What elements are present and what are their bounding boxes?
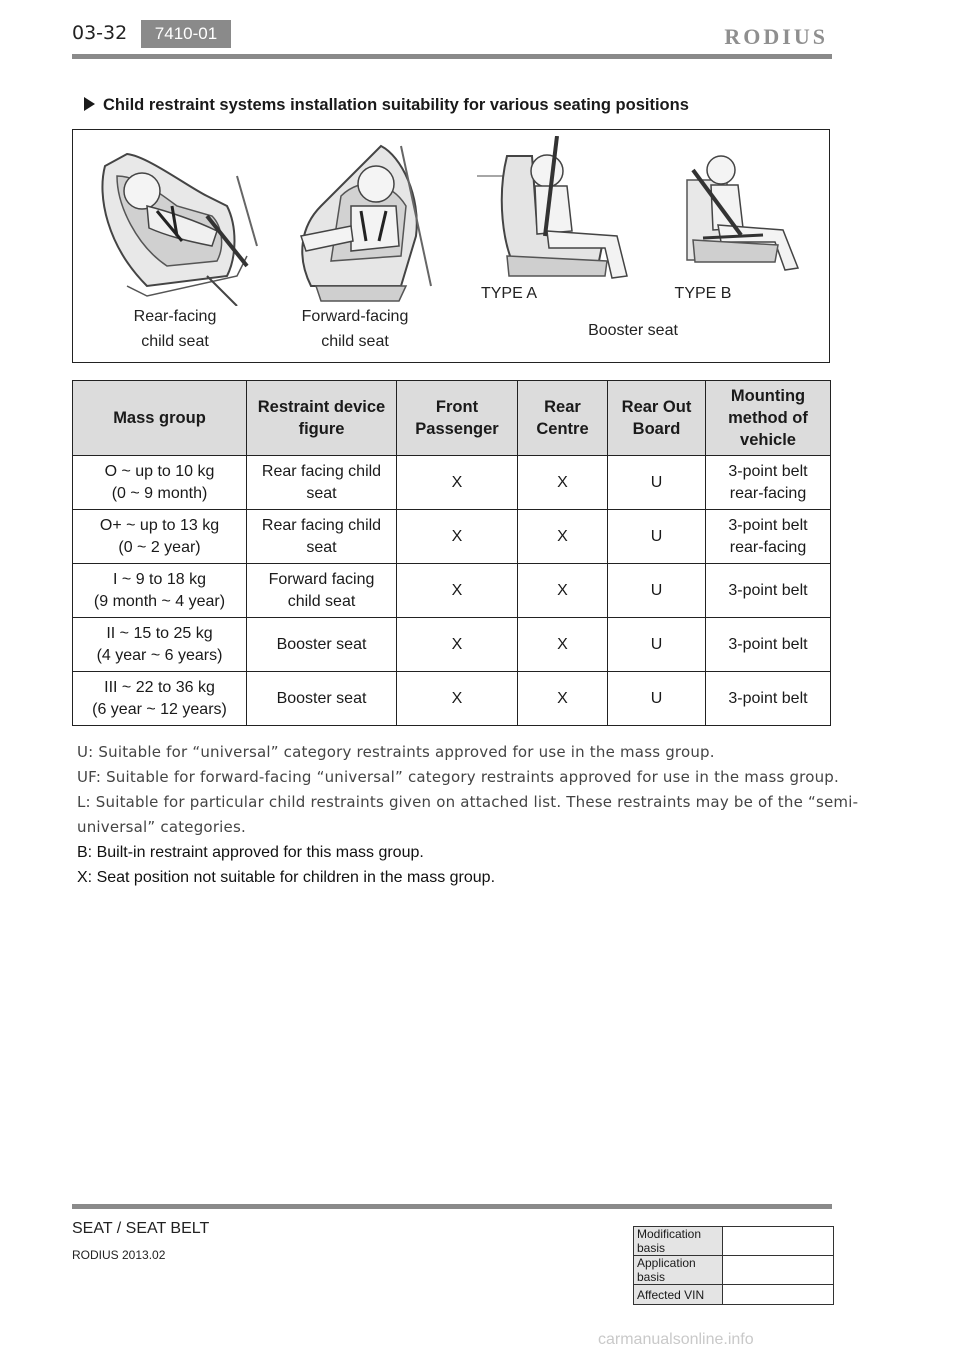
header-line: Mounting (730, 387, 806, 405)
cell-mounting (706, 456, 831, 510)
section-title (84, 96, 689, 115)
revision-value (723, 1227, 834, 1256)
note-uf: UF: Suitable for forward-facing “universal” category restraints approved for use in the mass group. (77, 768, 839, 786)
cell-line: Forward facing (268, 570, 375, 588)
cell-line: Booster seat (276, 689, 367, 707)
header-line: Front (435, 398, 479, 416)
cell-line: O ~ up to 10 kg (104, 462, 215, 480)
cell-device (247, 618, 397, 672)
header-line: Rear (544, 398, 581, 416)
footer-model-date: RODIUS 2013.02 (72, 1248, 166, 1262)
cell-device (247, 672, 397, 726)
cell-line: II ~ 15 to 25 kg (106, 624, 213, 642)
brand-logo: RODIUS (724, 24, 828, 49)
cell-mass (73, 564, 247, 618)
revision-value (723, 1256, 834, 1285)
page-number: 03-32 (72, 22, 128, 44)
header-line: Rear Out (621, 398, 692, 416)
note-b: B: Built-in restraint approved for this mass group. (77, 844, 424, 861)
cell-line: rear-facing (729, 484, 807, 502)
cell-mass (73, 618, 247, 672)
caption-type-b: TYPE B (674, 285, 732, 302)
cell-line: III ~ 22 to 36 kg (104, 678, 215, 696)
rear-facing-seat-illustration (87, 136, 263, 306)
header-rear-centre (518, 381, 608, 456)
caption-line: Rear-facing (133, 308, 217, 325)
revision-label: Application basis (634, 1256, 723, 1285)
section-title-text: Child restraint systems installation suitability for various seating positions (103, 96, 689, 114)
legend-notes (77, 740, 877, 890)
caption-forward-facing (283, 304, 427, 354)
cell-mass (73, 456, 247, 510)
header-line: Passenger (415, 420, 499, 438)
cell-outboard: U (608, 564, 706, 618)
cell-outboard: U (608, 456, 706, 510)
revision-label: Modification basis (634, 1227, 723, 1256)
cell-mounting (706, 618, 831, 672)
caption-line: child seat (321, 333, 389, 350)
cell-line: I ~ 9 to 18 kg (113, 570, 206, 588)
cell-device (247, 564, 397, 618)
cell-line: 3-point belt (728, 635, 808, 653)
cell-front: X (397, 618, 518, 672)
cell-centre: X (518, 618, 608, 672)
triangle-bullet-icon (84, 97, 95, 111)
cell-outboard: U (608, 672, 706, 726)
table-header-row (73, 381, 831, 456)
caption-line: child seat (141, 333, 209, 350)
note-l-line2: universal” categories. (77, 818, 246, 836)
table-row (73, 564, 831, 618)
note-l-line1: L: Suitable for particular child restraints given on attached list. These restraints may be of the “semi- (77, 793, 859, 811)
cell-front: X (397, 672, 518, 726)
cell-line: 3-point belt (728, 516, 808, 534)
cell-outboard: U (608, 618, 706, 672)
cell-front: X (397, 564, 518, 618)
cell-mounting (706, 564, 831, 618)
cell-mass (73, 672, 247, 726)
cell-line: child seat (287, 592, 356, 610)
footer-section-title: SEAT / SEAT BELT (72, 1220, 210, 1237)
header-line: vehicle (740, 431, 796, 449)
revision-row (634, 1256, 834, 1285)
header-restraint-device (247, 381, 397, 456)
header-line: Centre (536, 420, 589, 438)
header-front-passenger (397, 381, 518, 456)
watermark: carmanualsonline.info (598, 1331, 754, 1348)
cell-line: Rear facing child (261, 516, 382, 534)
revision-table (633, 1226, 834, 1305)
header-rule (72, 54, 832, 59)
table-row (73, 618, 831, 672)
header-mass-group (73, 381, 247, 456)
cell-line: 3-point belt (728, 581, 808, 599)
doc-code-badge: 7410-01 (141, 20, 231, 48)
footer-rule (72, 1204, 832, 1209)
cell-line: Booster seat (276, 635, 367, 653)
child-seat-figure-panel (72, 129, 830, 363)
booster-type-b-illustration (683, 150, 813, 280)
cell-line: (9 month ~ 4 year) (93, 592, 226, 610)
cell-centre: X (518, 564, 608, 618)
cell-line: (4 year ~ 6 years) (96, 646, 223, 664)
cell-line: seat (306, 538, 337, 556)
cell-line: seat (306, 484, 337, 502)
header-line: method of (728, 409, 808, 427)
cell-device (247, 456, 397, 510)
header-line: Board (632, 420, 681, 438)
suitability-table (72, 380, 831, 726)
cell-mounting (706, 672, 831, 726)
revision-label: Affected VIN (634, 1285, 723, 1305)
header-line: figure (298, 420, 345, 438)
note-u: U: Suitable for “universal” category restraints approved for use in the mass group. (77, 743, 715, 761)
cell-line: (0 ~ 9 month) (111, 484, 208, 502)
header-rear-outboard (608, 381, 706, 456)
table-row (73, 672, 831, 726)
cell-line: 3-point belt (728, 689, 808, 707)
cell-mounting (706, 510, 831, 564)
revision-value (723, 1285, 834, 1305)
cell-line: rear-facing (729, 538, 807, 556)
cell-centre: X (518, 456, 608, 510)
caption-line: Forward-facing (301, 308, 409, 325)
header-line: Restraint device (257, 398, 386, 416)
cell-line: 3-point belt (728, 462, 808, 480)
booster-type-a-illustration (477, 136, 647, 286)
cell-centre: X (518, 510, 608, 564)
cell-line: (0 ~ 2 year) (118, 538, 201, 556)
cell-centre: X (518, 672, 608, 726)
cell-mass (73, 510, 247, 564)
revision-row (634, 1227, 834, 1256)
caption-booster-seat: Booster seat (588, 322, 678, 339)
cell-line: Rear facing child (261, 462, 382, 480)
cell-device (247, 510, 397, 564)
header-line: Mass group (113, 409, 206, 427)
table-row (73, 510, 831, 564)
cell-line: O+ ~ up to 13 kg (99, 516, 220, 534)
cell-outboard: U (608, 510, 706, 564)
header-mounting-method (706, 381, 831, 456)
caption-type-a: TYPE A (480, 285, 538, 302)
cell-front: X (397, 456, 518, 510)
table-row (73, 456, 831, 510)
forward-facing-seat-illustration (281, 136, 441, 306)
note-x: X: Seat position not suitable for children in the mass group. (77, 869, 496, 886)
revision-row (634, 1285, 834, 1305)
caption-rear-facing (113, 304, 237, 354)
cell-line: (6 year ~ 12 years) (92, 700, 227, 718)
cell-front: X (397, 510, 518, 564)
